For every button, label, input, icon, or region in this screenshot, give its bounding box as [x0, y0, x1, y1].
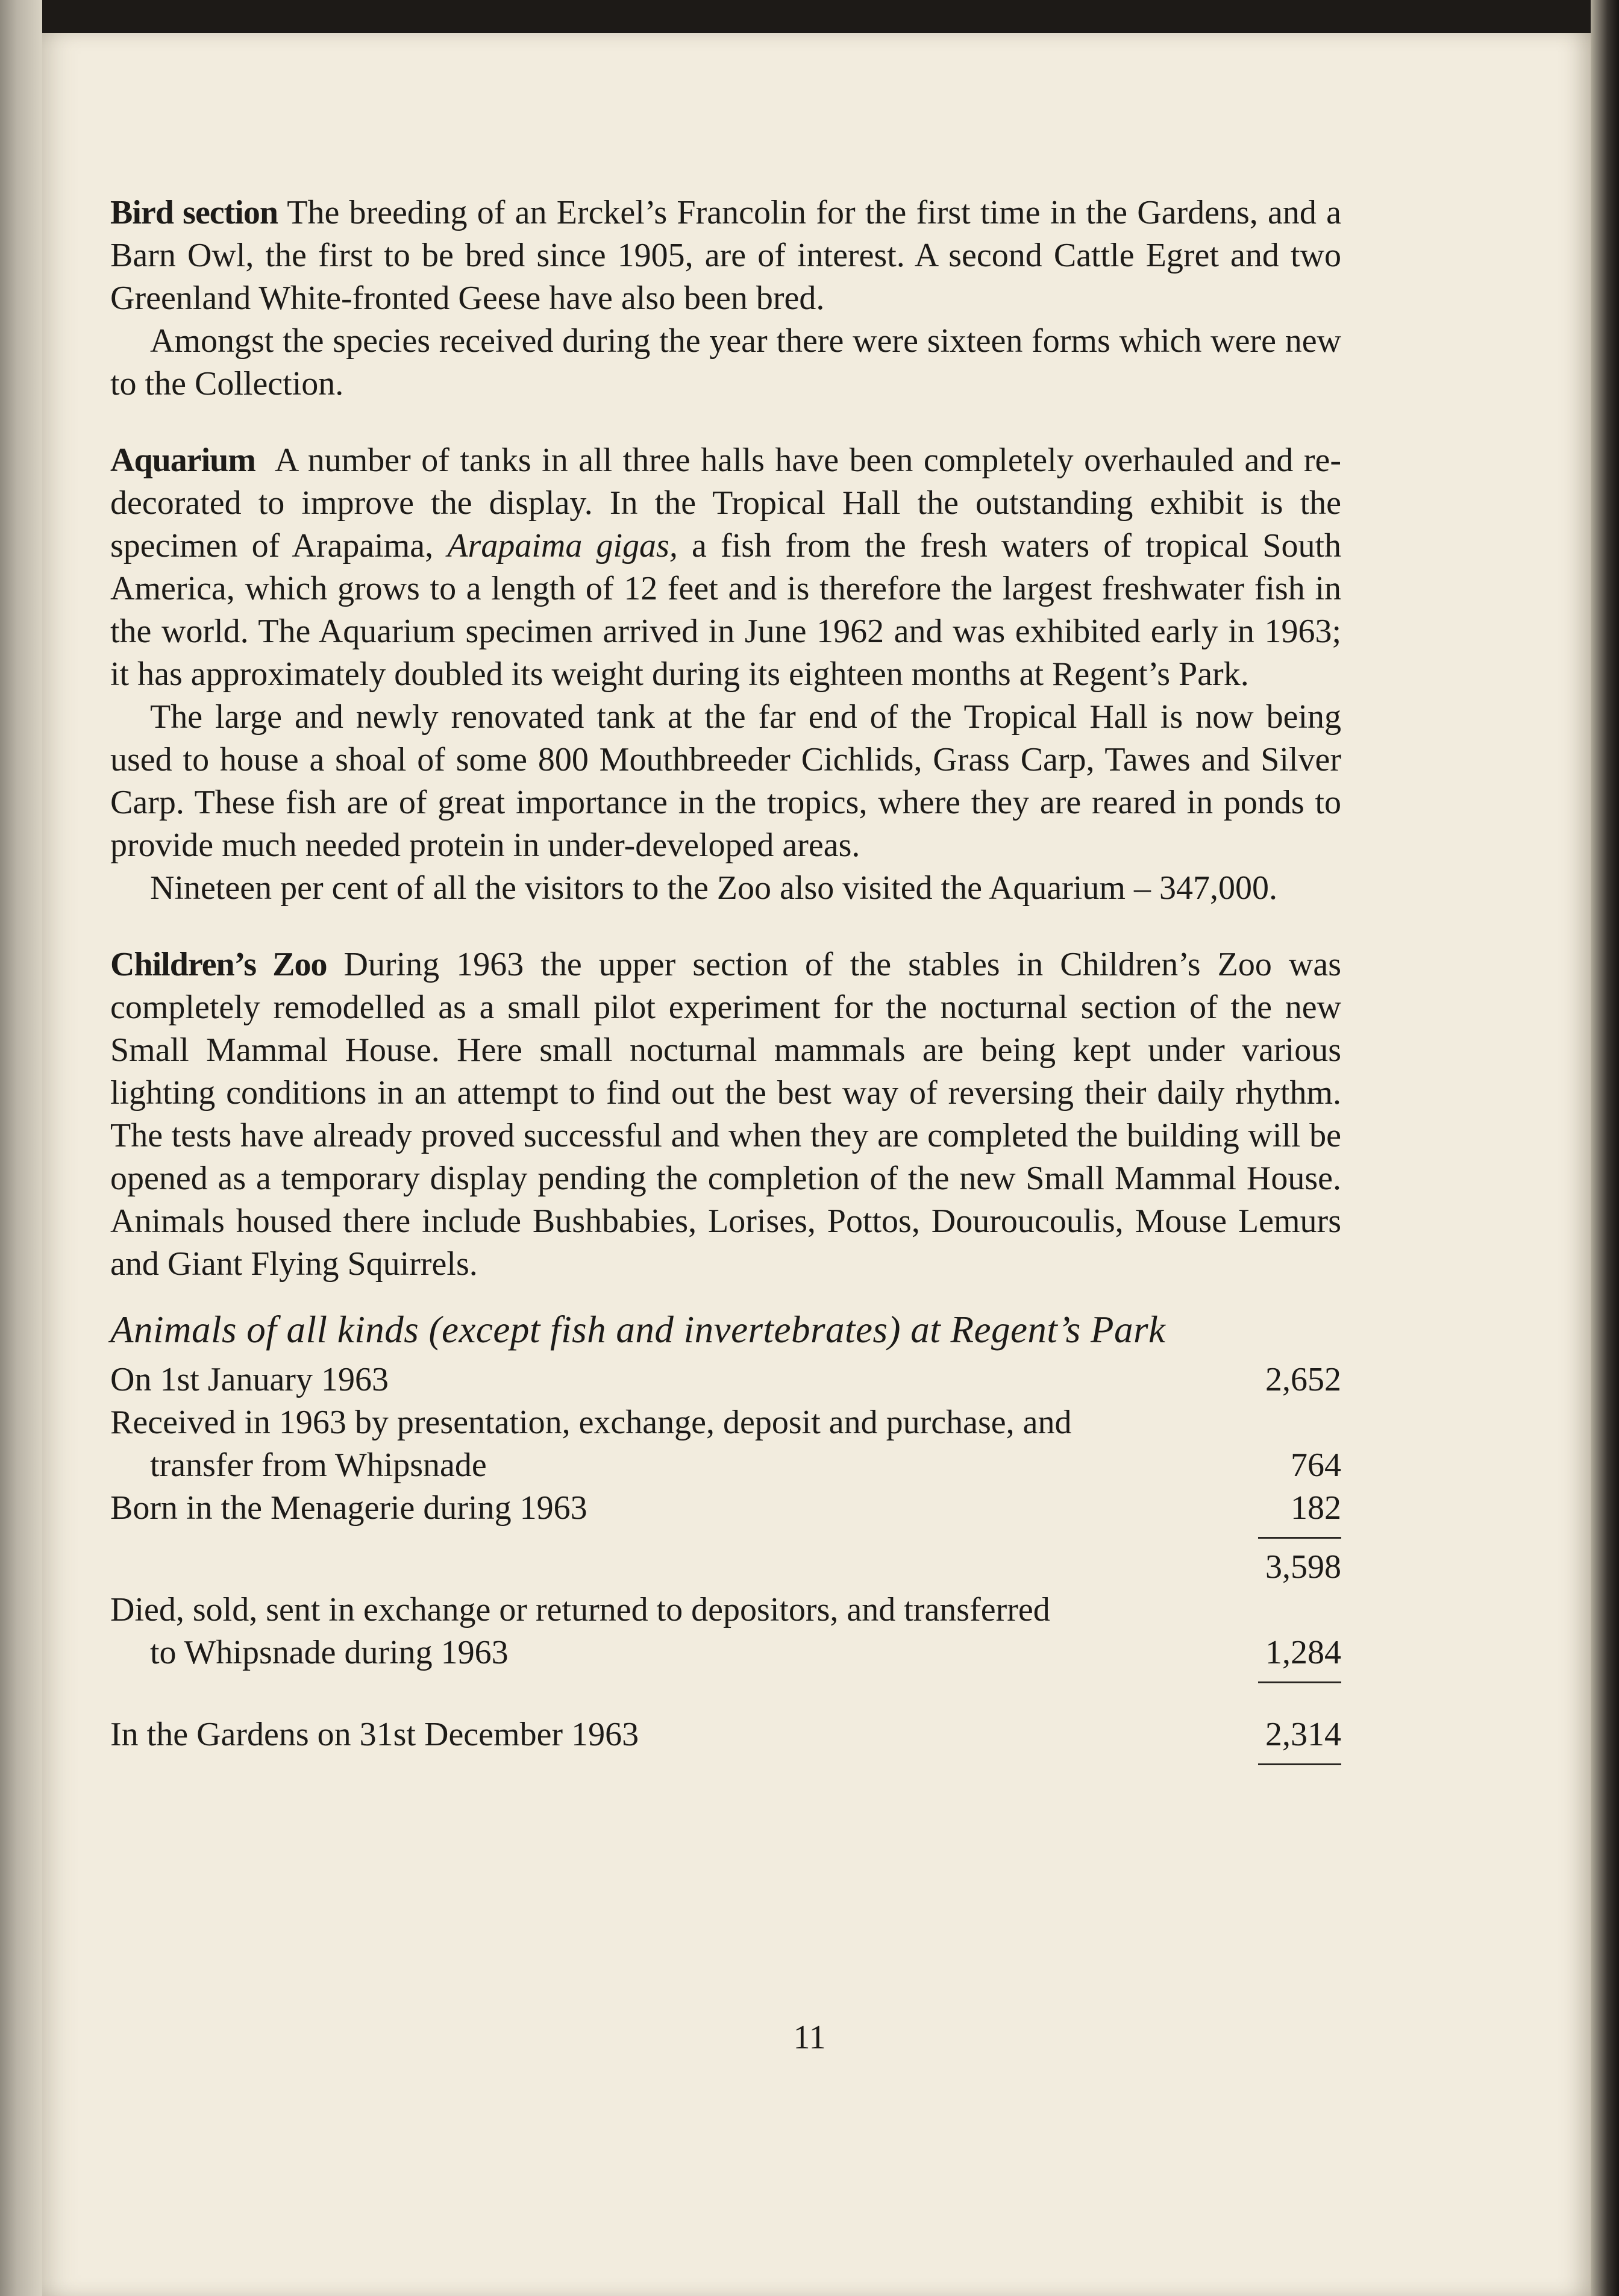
row-label: Received in 1963 by presentation, exchange, deposit and purchase, and: [110, 1404, 1072, 1441]
row-label: In the Gardens on 31st December 1963: [110, 1716, 639, 1753]
book-spine-shadow: [0, 0, 42, 2296]
sum-rule: [1258, 1537, 1341, 1539]
page-edge-shadow: [1591, 0, 1619, 2296]
row-label: Born in the Menagerie during 1963: [110, 1489, 587, 1527]
bird-section-heading: Bird section: [110, 194, 278, 231]
animal-census-title: Animals of all kinds (except fish and invertebrates) at Regent’s Park: [110, 1309, 1166, 1351]
row-label-continued: transfer from Whipsnade: [150, 1447, 487, 1484]
row-label-continued: to Whipsnade during 1963: [150, 1634, 509, 1671]
aquarium-paragraph-3: Nineteen per cent of all the visitors to the Zoo also visited the Aquarium – 347,000.: [150, 869, 1277, 907]
subtotal-row: [110, 1546, 1341, 1589]
row-value: 2,652: [1265, 1361, 1341, 1398]
aquarium-heading: Aquarium: [110, 442, 255, 479]
page-number: 11: [793, 2019, 826, 2056]
sum-rule: [1258, 1681, 1341, 1683]
table-row: [110, 1359, 1341, 1401]
final-total-row: [110, 1713, 1341, 1756]
row-value: 1,284: [1265, 1634, 1341, 1671]
subtotal-value: 3,598: [1265, 1548, 1341, 1586]
row-value: 2,314: [1265, 1716, 1341, 1753]
aquarium-text-b: a fish from the fresh waters of tropical South America, which grows to a length of 12 feet and is therefore the largest freshwater fish in the world. The Aquarium specimen arrived in June 1962 and was exhibited early in 1963; it has approximately doubled its weight during its eighteen months at Regent’s Park.: [110, 527, 1342, 693]
childrens-zoo-paragraph: [110, 943, 1341, 1286]
table-row: [110, 1401, 1341, 1487]
page-body: [110, 192, 1341, 1772]
aquarium-paragraph: [110, 439, 1341, 696]
row-label: On 1st January 1963: [110, 1361, 389, 1398]
bird-section-paragraph-2: Amongst the species received during the year there were sixteen forms which were new to the Collection.: [110, 322, 1341, 402]
aquarium-text-a: A number of tanks in all three halls have been completely overhauled and re-decorated to improve the display. In the Tropical Hall the outstanding exhibit is the specimen of Arapaima,: [110, 442, 1341, 565]
sum-rule: [1258, 1763, 1341, 1765]
row-label: Died, sold, sent in exchange or returned to depositors, and transferred: [110, 1591, 1050, 1628]
row-value: 182: [1291, 1489, 1341, 1527]
bird-section-paragraph: [110, 192, 1341, 320]
childrens-zoo-text: During 1963 the upper section of the stables in Children’s Zoo was completely remodelled as a small pilot experiment for the nocturnal section of the new Small Mammal House. Here small nocturnal mammals are being kept under various lighting conditions in an attempt to find out the best way of reversing their daily rhythm. The tests have already proved successful and when they are completed the building will be opened as a temporary display pending the completion of the new Small Mammal House. Animals housed there include Bushbabies, Lorises, Pottos, Douroucoulis, Mouse Lemurs and Giant Flying Squirrels.: [110, 946, 1342, 1283]
row-value: 764: [1291, 1447, 1341, 1484]
table-row: [110, 1589, 1341, 1674]
table-row: [110, 1487, 1341, 1530]
bird-section-text: The breeding of an Erckel’s Francolin for the first time in the Gardens, and a Barn Owl, the first to be bred since 1905, are of interest. A second Cattle Egret and two Greenland White-fronted Geese have also been bred.: [110, 194, 1341, 317]
aquarium-paragraph-2: The large and newly renovated tank at the far end of the Tropical Hall is now being used to house a shoal of some 800 Mouthbreeder Cichlids, Grass Carp, Tawes and Silver Carp. These fish are of great importance in the tropics, where they are reared in ponds to provide much needed protein in under-developed areas.: [110, 698, 1341, 864]
childrens-zoo-heading: Children’s Zoo: [110, 946, 327, 983]
aquarium-species-name: Arapaima gigas,: [447, 527, 678, 565]
